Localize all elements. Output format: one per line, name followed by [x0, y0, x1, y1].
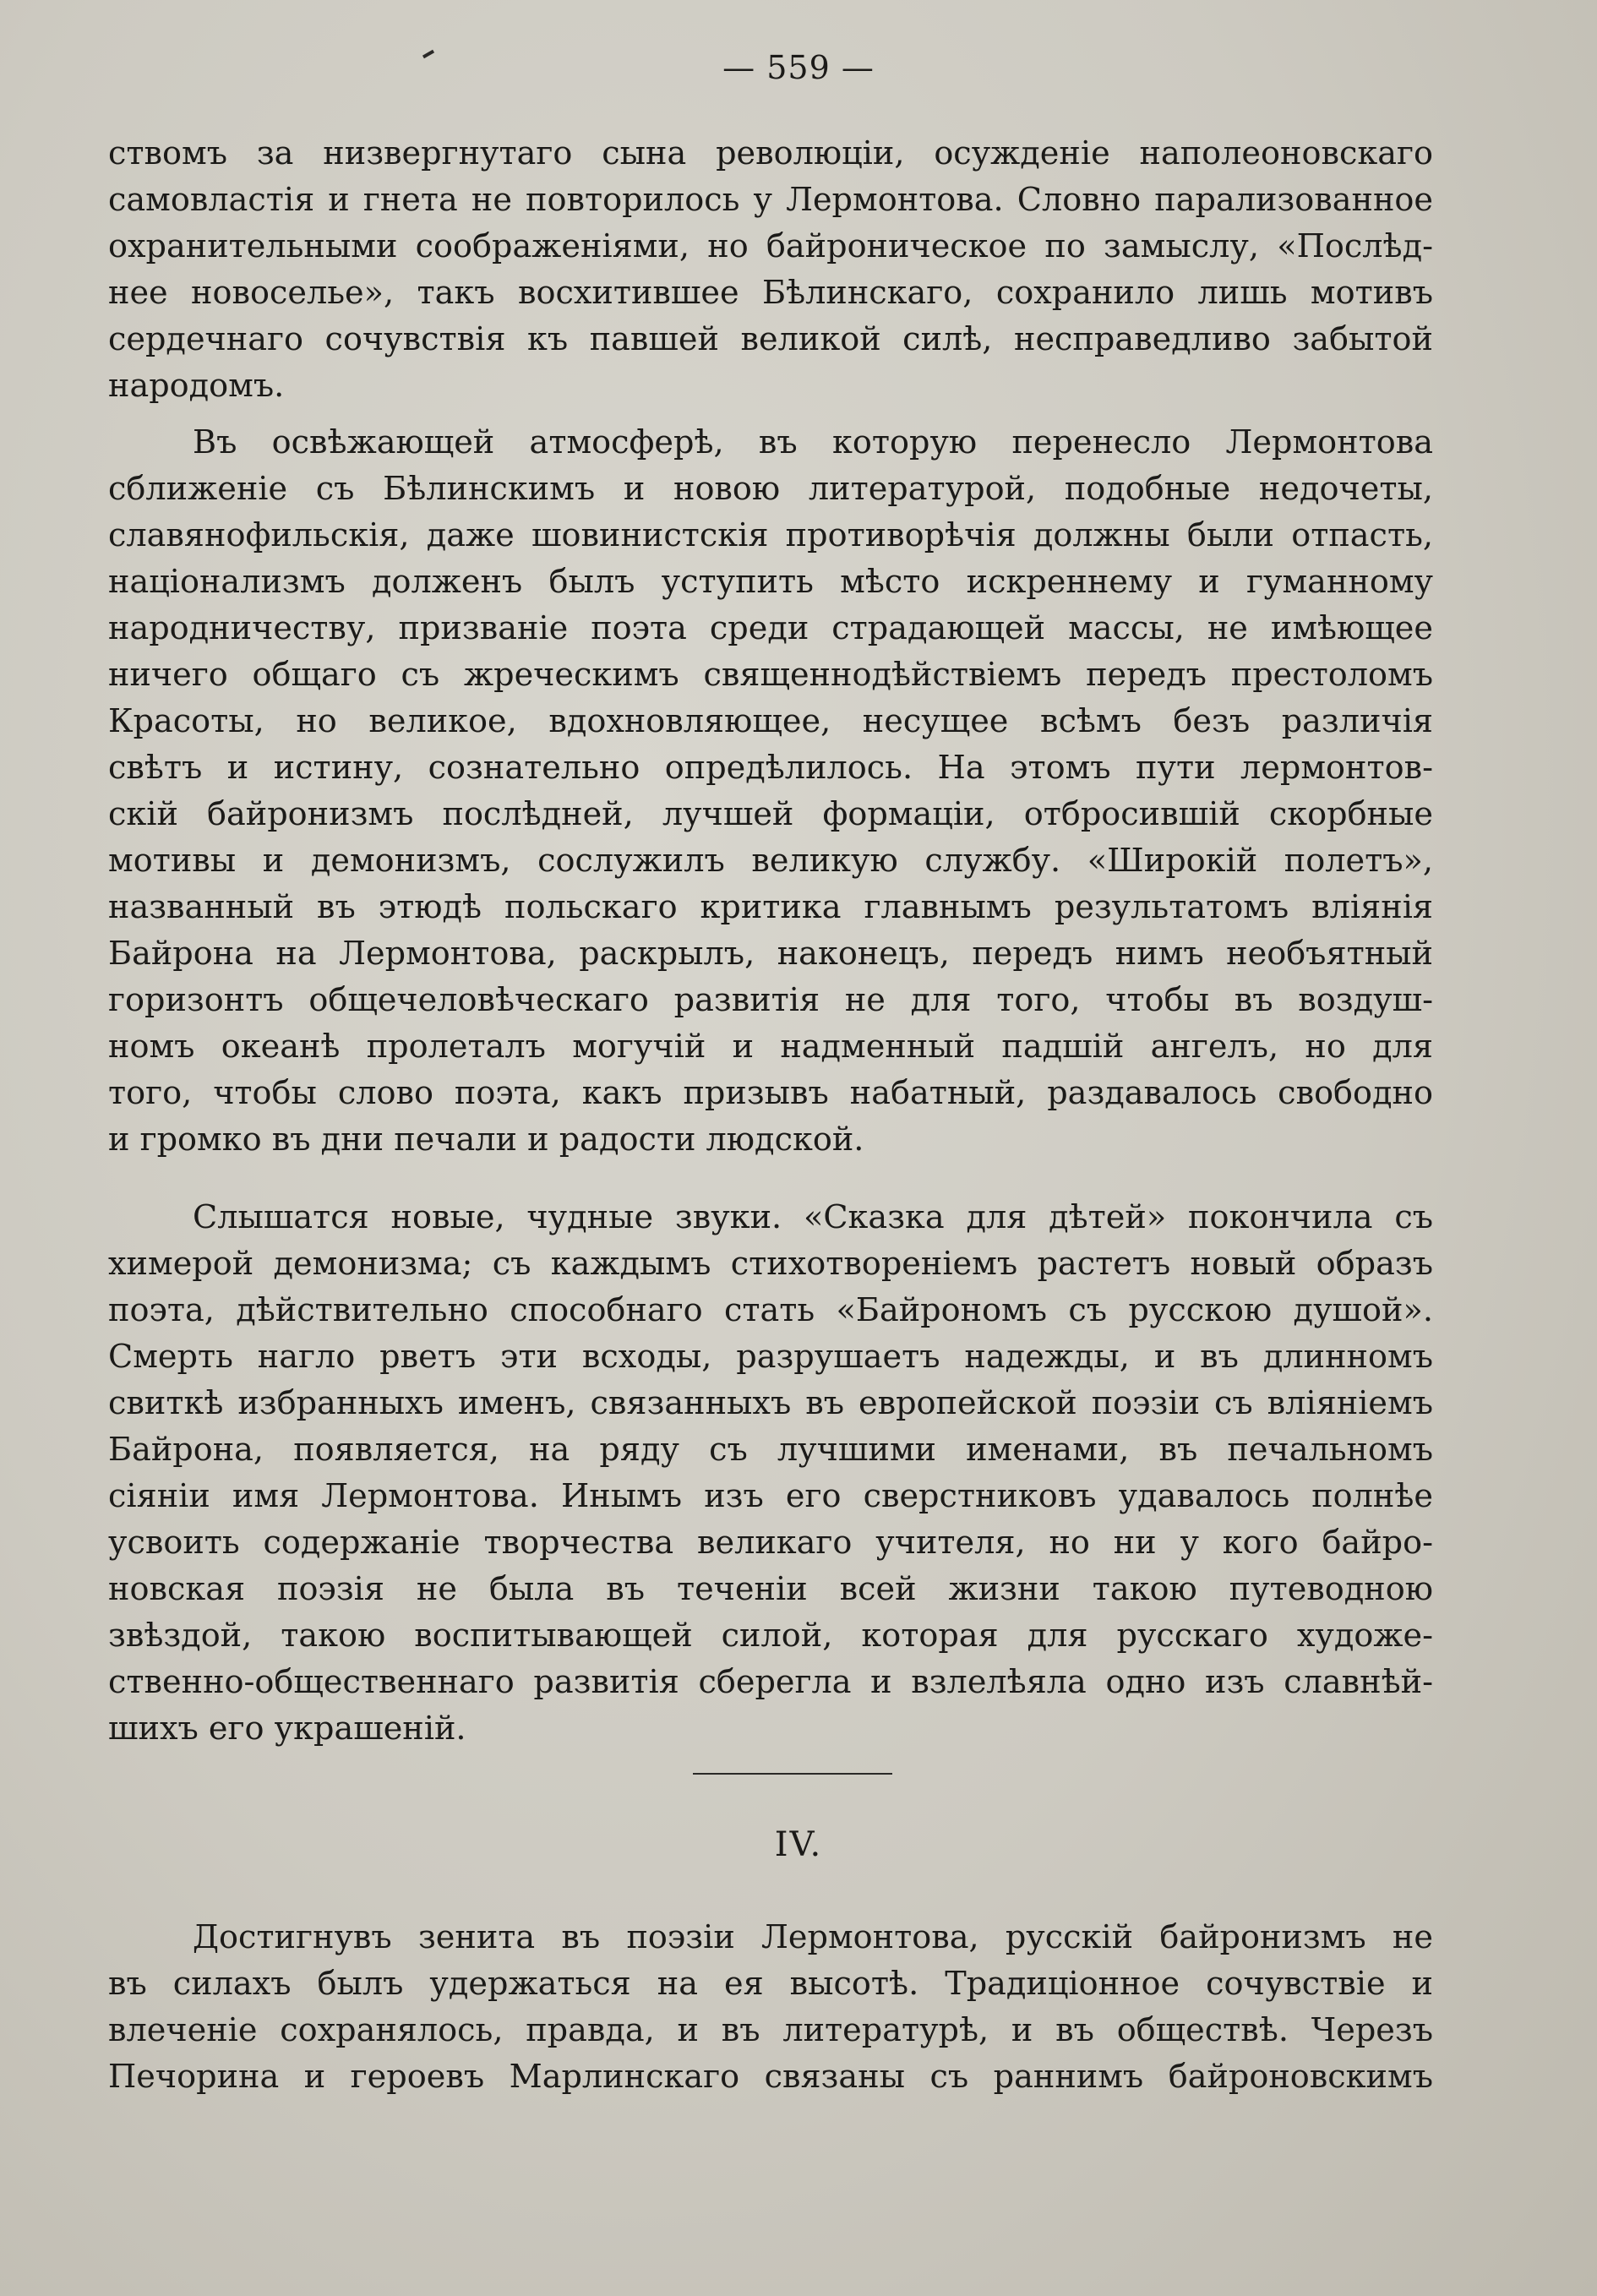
text-line: ственно-общественнаго развитія сберегла и взлелѣяла одно изъ славнѣй- [108, 1664, 1433, 1701]
text-line: Байрона на Лермонтова, раскрылъ, наконецъ, передъ нимъ необъятный [108, 935, 1433, 973]
text-line: номъ океанѣ пролеталъ могучій и надменный падшій ангелъ, но для [108, 1028, 1433, 1066]
text-line: народомъ. [108, 368, 285, 405]
text-line: поэта, дѣйствительно способнаго стать «Байрономъ съ русскою душой». [108, 1292, 1433, 1329]
text-line: Въ освѣжающей атмосферѣ, въ которую перенесло Лермонтова [193, 424, 1433, 461]
text-line: сердечнаго сочувствія къ павшей великой силѣ, несправедливо забытой [108, 321, 1433, 358]
text-line: націонализмъ долженъ былъ уступить мѣсто искреннему и гуманному [108, 564, 1433, 601]
text-line: названный въ этюдѣ польскаго критика главнымъ результатомъ вліянія [108, 889, 1433, 926]
text-line: влеченіе сохранялось, правда, и въ литературѣ, и въ обществѣ. Черезъ [108, 2012, 1433, 2049]
text-line: ствомъ за низвергнутаго сына революціи, осужденіе наполеоновскаго [108, 135, 1433, 172]
text-line: ничего общаго съ жреческимъ священнодѣйствіемъ передъ престоломъ [108, 657, 1433, 694]
text-line: народничеству, призваніе поэта среди страдающей массы, не имѣющее [108, 610, 1433, 647]
text-line: скій байронизмъ послѣдней, лучшей формаціи, отбросившій скорбные [108, 796, 1433, 833]
paragraph-2 [108, 420, 1433, 1164]
text-line: того, чтобы слово поэта, какъ призывъ набатный, раздавалось свободно [108, 1075, 1433, 1112]
text-line: славянофильскія, даже шовинистскія противорѣчія должны были отпасть, [108, 517, 1433, 554]
text-line: звѣздой, такою воспитывающей силой, которая для русскаго художе- [108, 1617, 1433, 1655]
text-line: самовластія и гнета не повторилось у Лермонтова. Словно парализованное [108, 182, 1433, 219]
section-heading: IV. [774, 1825, 823, 1864]
text-line: въ силахъ былъ удержаться на ея высотѣ. Традиціонное сочувствіе и [108, 1966, 1433, 2003]
text-line: сіяніи имя Лермонтова. Инымъ изъ его сверстниковъ удавалось полнѣе [108, 1478, 1433, 1515]
text-line: нее новоселье», такъ восхитившее Бѣлинскаго, сохранило лишь мотивъ [108, 275, 1433, 312]
text-line: сближеніе съ Бѣлинскимъ и новою литературой, подобные недочеты, [108, 471, 1433, 508]
paragraph-4 [108, 1915, 1433, 2101]
text-line: Красоты, но великое, вдохновляющее, несущее всѣмъ безъ различія [108, 703, 1433, 740]
text-line: свиткѣ избранныхъ именъ, связанныхъ въ европейской поэзіи съ вліяніемъ [108, 1385, 1433, 1422]
text-line: новская поэзія не была въ теченіи всей жизни такою путеводною [108, 1571, 1433, 1608]
paragraph-1 [108, 131, 1433, 410]
text-line: усвоить содержаніе творчества великаго учителя, но ни у кого байро- [108, 1524, 1433, 1562]
text-line: шихъ его украшеній. [108, 1710, 466, 1748]
paragraph-3 [108, 1195, 1433, 1753]
text-line: мотивы и демонизмъ, сослужилъ великую службу. «Широкій полетъ», [108, 843, 1433, 880]
text-line: Смерть нагло рветъ эти всходы, разрушаетъ надежды, и въ длинномъ [108, 1339, 1433, 1376]
text-line: Достигнувъ зенита въ поэзіи Лермонтова, русскій байронизмъ не [193, 1919, 1433, 1956]
text-line: Слышатся новые, чудные звуки. «Сказка для дѣтей» покончила съ [193, 1199, 1433, 1236]
text-line: горизонтъ общечеловѣческаго развитія не для того, чтобы въ воздуш- [108, 982, 1433, 1019]
section-divider [693, 1773, 892, 1775]
text-line: охранительными соображеніями, но байроническое по замыслу, «Послѣд- [108, 228, 1433, 265]
text-line: Байрона, появляется, на ряду съ лучшими именами, въ печальномъ [108, 1432, 1433, 1469]
page-number: — 559 — [722, 49, 875, 86]
text-line: химерой демонизма; съ каждымъ стихотвореніемъ растетъ новый образъ [108, 1246, 1433, 1283]
text-line: и громко въ дни печали и радости людской. [108, 1121, 864, 1159]
text-line: Печорина и героевъ Марлинскаго связаны съ раннимъ байроновскимъ [108, 2059, 1433, 2096]
text-line: свѣтъ и истину, сознательно опредѣлилось. На этомъ пути лермонтов- [108, 750, 1433, 787]
